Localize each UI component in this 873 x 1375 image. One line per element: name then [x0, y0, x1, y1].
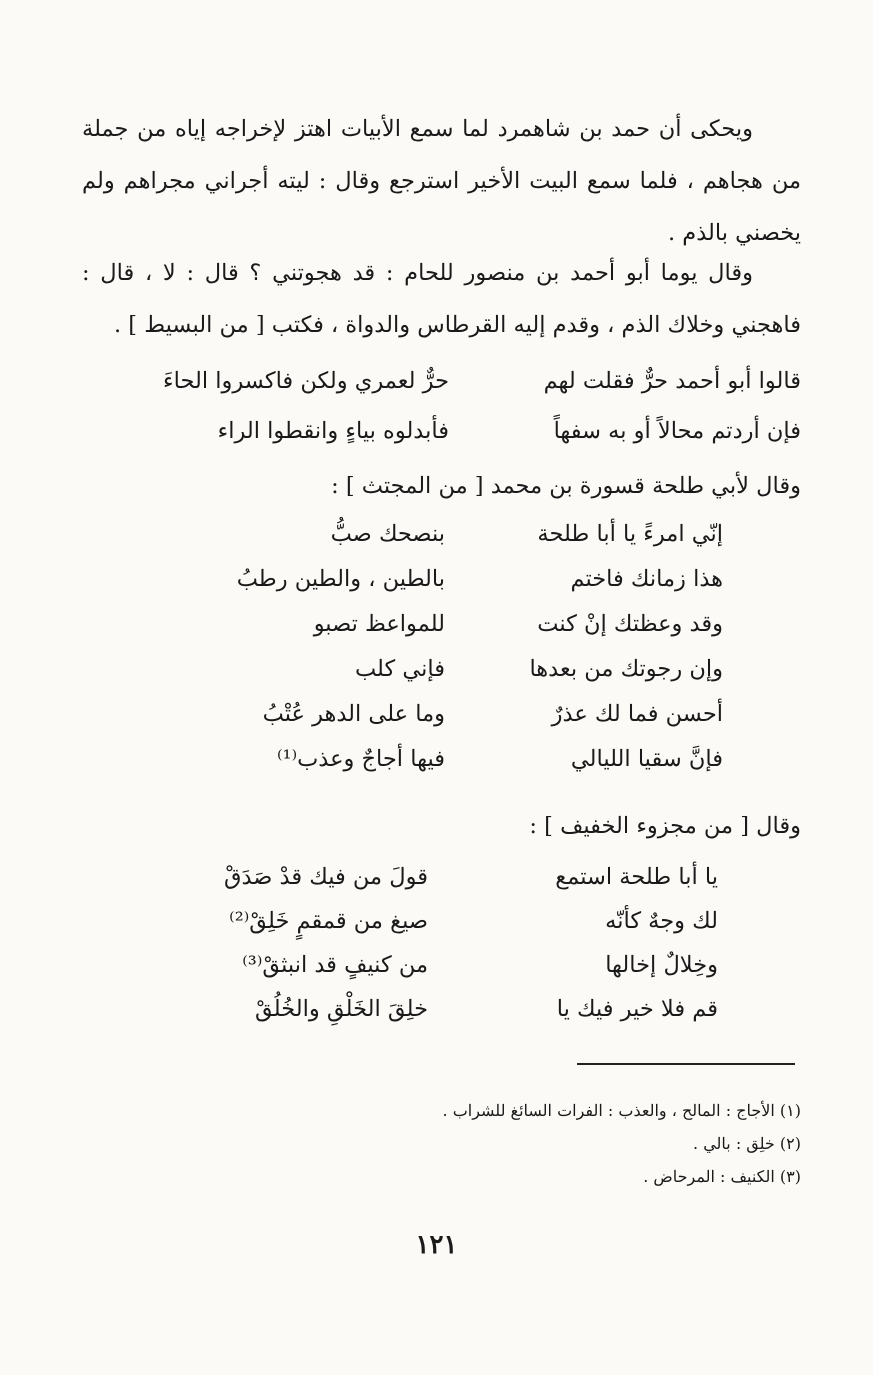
- verse-hemistich-first: يا أبا طلحة استمع: [555, 864, 718, 890]
- footnote-1: (١) الأجاج : المالح ، والعذب : الفرات السائغ للشراب .: [442, 1101, 801, 1120]
- verse-line: [183, 512, 723, 557]
- verse-hemistich-second: بالطين ، والطين رطبُ: [236, 566, 445, 592]
- verse-hemistich-second: حرٌّ لعمري ولكن فاكسروا الحاءَ: [163, 368, 449, 394]
- page-number: ١٢١: [415, 1230, 458, 1260]
- footnotes: [443, 1094, 801, 1193]
- verse-hemistich-second: فأبدلوه بياءٍ وانقطوا الراء: [217, 418, 449, 444]
- verse-hemistich-second: صيغ من قمقمٍ خَلِقْ⁽²⁾: [229, 908, 428, 934]
- verse-line: [183, 692, 723, 737]
- verse-hemistich-first: وإن رجوتك من بعدها: [529, 656, 723, 682]
- verse-hemistich-first: قم فلا خير فيك يا: [556, 996, 718, 1022]
- verse-hemistich-first: وقد وعظتك إنْ كنت: [537, 611, 723, 637]
- poem-mujtath: [183, 512, 723, 782]
- verse-line: [183, 855, 718, 899]
- verse-hemistich-second: بنصحك صبُّ: [330, 521, 445, 547]
- verse-line: [183, 602, 723, 647]
- verse-hemistich-second: قولَ من فيك قدْ صَدَقْ: [224, 864, 428, 890]
- verse-hemistich-second: خلِقَ الخَلْقِ والخُلُقْ: [255, 996, 428, 1022]
- verse-line: [183, 557, 723, 602]
- footnote-3: (٣) الكنيف : المرحاض .: [643, 1167, 801, 1186]
- verse-line: [183, 943, 718, 987]
- paragraph-3: وقال لأبي طلحة قسورة بن محمد [ من المجتث ] :: [331, 473, 801, 499]
- verse-hemistich-second: من كنيفٍ قد انبثقْ⁽³⁾: [242, 952, 428, 978]
- verse-hemistich-first: لك وجهٌ كأنّه: [605, 908, 718, 934]
- verse-hemistich-first: وخِلالٌ إخالها: [605, 952, 718, 978]
- verse-line: [79, 355, 801, 405]
- verse-hemistich-first: فإن أردتم محالاً أو به سفهاً: [553, 418, 801, 444]
- poem-basit: [79, 355, 801, 455]
- footnote-divider: [577, 1063, 795, 1065]
- verse-line: [183, 899, 718, 943]
- footnote-2: (٢) خلِق : بالي .: [693, 1134, 801, 1153]
- verse-hemistich-first: فإنَّ سقيا الليالي: [570, 746, 723, 772]
- verse-hemistich-first: قالوا أبو أحمد حرٌّ فقلت لهم: [543, 368, 801, 394]
- verse-hemistich-second: فيها أجاجٌ وعذب⁽¹⁾: [277, 746, 445, 772]
- verse-hemistich-second: وما على الدهر عُتْبُ: [262, 701, 445, 727]
- verse-line: [183, 647, 723, 692]
- verse-hemistich-second: فإني كلب: [354, 656, 445, 682]
- verse-line: [183, 737, 723, 782]
- paragraph-1-text: ويحكى أن حمد بن شاهمرد لما سمع الأبيات اهتز لإخراجه إياه من جملة من هجاهم ، فلما سمع البيت الأخير استرجع وقال : ليته أجراني مجراهم ولم يخصني بالذم .: [82, 116, 802, 246]
- verse-hemistich-first: هذا زمانك فاختم: [570, 566, 723, 592]
- paragraph-1: [82, 103, 801, 259]
- verse-line: [79, 405, 801, 455]
- poem-khafif: [183, 855, 718, 1031]
- verse-line: [183, 987, 718, 1031]
- paragraph-2-text: وقال يوما أبو أحمد بن منصور للحام : قد هجوتني ؟ قال : لا ، قال : فاهجني وخلاك الذم ، وقدم إليه القرطاس والدواة ، فكتب [ من البسيط ] .: [82, 260, 801, 338]
- paragraph-4: وقال [ من مجزوء الخفيف ] :: [529, 813, 801, 839]
- verse-hemistich-second: للمواعظ تصبو: [313, 611, 445, 637]
- verse-hemistich-first: إنّي امرءً يا أبا طلحة: [537, 521, 723, 547]
- verse-hemistich-first: أحسن فما لك عذرٌ: [551, 701, 723, 727]
- paragraph-2: [82, 247, 801, 351]
